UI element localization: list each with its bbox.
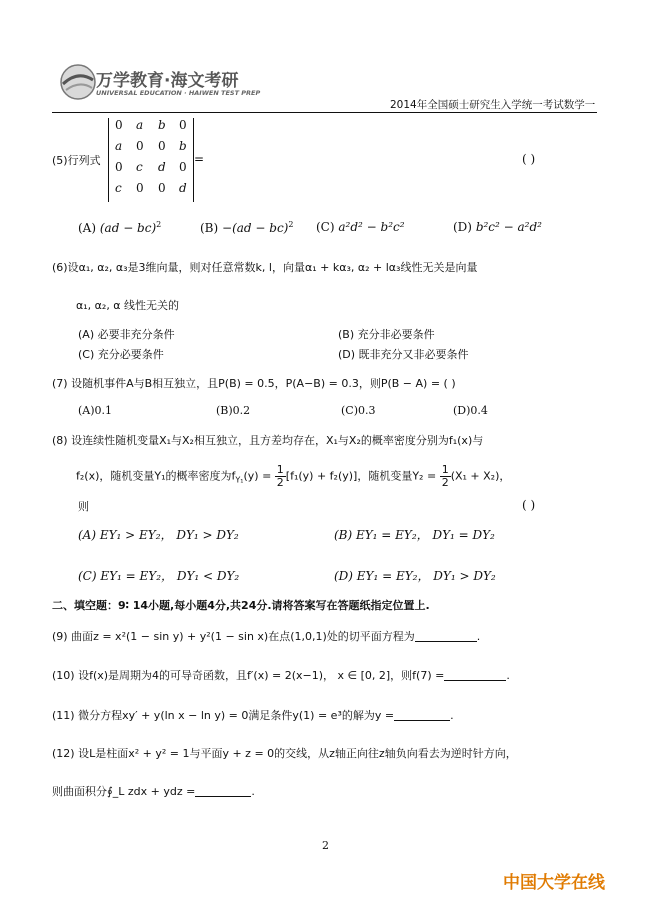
det-cell: d <box>158 160 166 174</box>
q12-line2: 则曲面积分∮_L zdx + ydz = . <box>52 785 255 798</box>
q5-option-a <box>78 220 161 235</box>
q7-option-a: (A)0.1 <box>78 404 113 417</box>
q8-option-c: (C) EY₁ = EY₂， DY₁ < DY₂ <box>78 569 240 583</box>
q8-frac2-den: 2 <box>441 476 449 489</box>
q8-option-d: (D) EY₁ = EY₂， DY₁ > DY₂ <box>334 569 496 583</box>
exam-title: 2014年全国硕士研究生入学统一考试数学一 <box>390 99 596 111</box>
footer-brand: 中国大学在线 <box>503 873 605 893</box>
det-cell: 0 <box>136 139 144 153</box>
det-cell: c <box>115 181 122 195</box>
q5-opt-b-text: −(ad − bc) <box>222 221 289 235</box>
q7-text: (7) 设随机事件A与B相互独立，且P(B) = 0.5，P(A−B) = 0.3，则P(B − A) = ( ) <box>52 377 456 390</box>
q6-option-a: (A) 必要非充分条件 <box>78 328 175 341</box>
q5-determinant <box>108 118 194 202</box>
det-cell: 0 <box>158 181 166 195</box>
q12-body: 则曲面积分∮_L zdx + ydz = <box>52 785 196 798</box>
q8-answer-paren: ( ) <box>522 498 536 512</box>
q5-opt-a-label: (A) <box>78 221 97 235</box>
q8-line2d: (X₁ + X₂)， <box>450 469 511 483</box>
q11-text: (11) 微分方程xy′ + y(ln x − ln y) = 0满足条件y(1) = e³的解为y = . <box>52 709 454 722</box>
q7-option-b: (B)0.2 <box>216 404 251 417</box>
det-cell: 0 <box>158 139 166 153</box>
q6-option-b: (B) 充分非必要条件 <box>338 328 435 341</box>
q10-answer-blank[interactable] <box>444 668 506 681</box>
q10-text: (10) 设f(x)是周期为4的可导奇函数，且f′(x) = 2(x−1)， x ∈ [0, 2]，则f(7) = . <box>52 669 510 682</box>
q8-frac1-num: 1 <box>276 463 284 476</box>
section-2-heading: 二、填空题：9∶ 14小题,每小题4分,共24分.请将答案写在答题纸指定位置上. <box>52 599 430 612</box>
det-cell: a <box>115 139 123 153</box>
header-rule <box>52 112 597 113</box>
det-cell: 0 <box>179 160 187 174</box>
q7-option-d: (D)0.4 <box>453 404 488 417</box>
det-cell: d <box>179 181 187 195</box>
q5-opt-c-text: a²d² − b²c² <box>338 220 405 234</box>
logo-chinese: 万学教育·海文考研 <box>96 71 239 91</box>
det-cell: 0 <box>136 181 144 195</box>
q10-body: (10) 设f(x)是周期为4的可导奇函数，且f′(x) = 2(x−1)， x ∈ [0, 2]，则f(7) = <box>52 669 445 682</box>
logo-english: UNIVERSAL EDUCATION · HAIWEN TEST PREP <box>96 89 261 97</box>
q5-opt-c-label: (C) <box>316 220 335 234</box>
det-cell: 0 <box>115 118 123 132</box>
det-cell: b <box>179 139 187 153</box>
q8-fraction-1 <box>275 464 286 489</box>
q5-option-d <box>453 220 542 234</box>
q5-equals: = <box>194 152 205 166</box>
q8-line1: (8) 设连续性随机变量X₁与X₂相互独立，且方差均存在，X₁与X₂的概率密度分别为f₁(x)与 <box>52 434 484 447</box>
q5-option-b <box>200 220 293 235</box>
q8-line2 <box>76 464 510 489</box>
q6-line1: (6)设α₁, α₂, α₃是3维向量，则对任意常数k, l，向量α₁ + kα₃, α₂ + lα₃线性无关是向量 <box>52 261 478 274</box>
q6-line2: α₁, α₂, α 线性无关的 <box>76 299 180 312</box>
q5-opt-b-exp: 2 <box>288 220 294 229</box>
q9-body: (9) 曲面z = x²(1 − sin y) + y²(1 − sin x)在点(1,0,1)处的切平面方程为 <box>52 630 415 643</box>
globe-logo-icon <box>58 62 98 102</box>
q8-frac2-num: 1 <box>441 463 449 476</box>
q12-line1: (12) 设L是柱面x² + y² = 1与平面y + z = 0的交线，从z轴正向往z轴负向看去为逆时针方向， <box>52 747 517 760</box>
q8-line2b: (y) = <box>243 469 272 483</box>
det-cell: b <box>158 118 166 132</box>
page-number: 2 <box>322 839 329 852</box>
q6-option-c: (C) 充分必要条件 <box>78 348 164 361</box>
q5-opt-a-exp: 2 <box>156 220 162 229</box>
q8-then: 则 <box>78 500 89 513</box>
header-logo <box>58 62 98 102</box>
q11-body: (11) 微分方程xy′ + y(ln x − ln y) = 0满足条件y(1) = e³的解为y = <box>52 709 395 722</box>
q11-answer-blank[interactable] <box>394 708 450 721</box>
q8-option-b: (B) EY₁ = EY₂， DY₁ = DY₂ <box>334 528 495 542</box>
q5-option-c <box>316 220 405 234</box>
q5-opt-d-text: b²c² − a²d² <box>475 220 542 234</box>
q8-option-a: (A) EY₁ > EY₂， DY₁ > DY₂ <box>78 528 239 542</box>
q7-option-c: (C)0.3 <box>341 404 376 417</box>
q6-option-d: (D) 既非充分又非必要条件 <box>338 348 469 361</box>
det-cell: a <box>136 118 144 132</box>
q8-sub-y1: Y₁ <box>235 475 244 485</box>
q5-opt-d-label: (D) <box>453 220 472 234</box>
det-cell: 0 <box>115 160 123 174</box>
det-cell: 0 <box>179 118 187 132</box>
q5-answer-paren: ( ) <box>522 152 536 166</box>
q8-line2c: [f₁(y) + f₂(y)]，随机变量Y₂ = <box>285 469 437 483</box>
q5-opt-b-label: (B) <box>200 221 219 235</box>
q5-label: (5)行列式 <box>52 154 101 167</box>
q12-answer-blank[interactable] <box>195 784 251 797</box>
q9-text: (9) 曲面z = x²(1 − sin y) + y²(1 − sin x)在点(1,0,1)处的切平面方程为 . <box>52 630 481 643</box>
q8-line2a: f₂(x)，随机变量Y₁的概率密度为f <box>76 469 236 483</box>
q5-opt-a-text: (ad − bc) <box>99 221 157 235</box>
q9-answer-blank[interactable] <box>415 629 477 642</box>
q8-frac1-den: 2 <box>276 476 284 489</box>
det-cell: c <box>136 160 143 174</box>
q8-fraction-2 <box>440 464 451 489</box>
